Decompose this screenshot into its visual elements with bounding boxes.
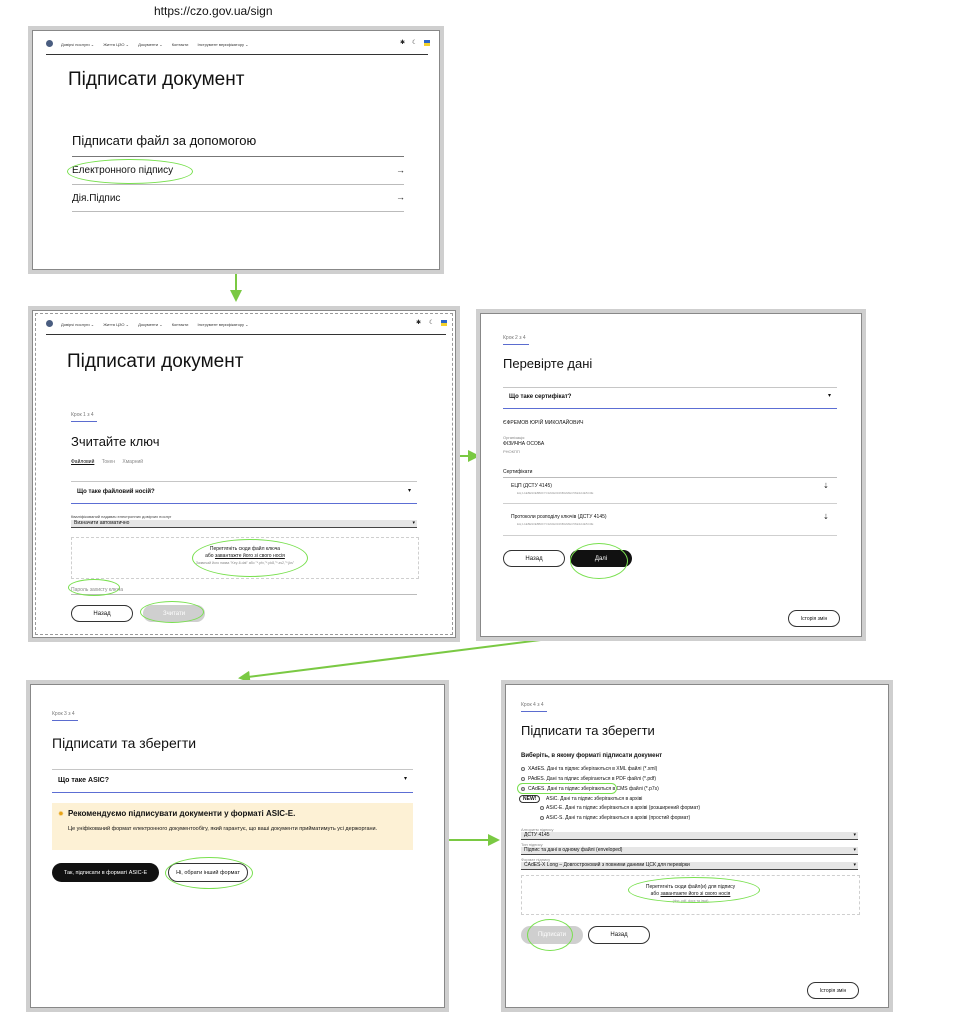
drop-text: Перетягніть сюди файл(и) для підпису (645, 884, 736, 890)
divider (72, 211, 404, 212)
highlight-ellipse (527, 919, 573, 951)
divider (72, 184, 404, 185)
provider-select[interactable] (71, 520, 417, 528)
back-button[interactable]: Назад (588, 926, 650, 944)
highlight-ellipse (67, 159, 193, 184)
divider (72, 156, 404, 157)
nav-item[interactable]: Інструмент верифікатору ⌄ (197, 322, 249, 327)
accordion-file-carrier[interactable] (71, 481, 417, 504)
chevron-down-icon: ▾ (853, 847, 856, 853)
cert-name: Протоколи розподілу ключів (ДСТУ 4145) (511, 514, 607, 520)
drop-text: Перетягніть сюди файл ключа (209, 546, 281, 552)
type-label: Тип підпису (521, 842, 543, 847)
format-question: Виберіть, в якому форматі підписати документ (521, 753, 663, 759)
main-nav (61, 322, 256, 327)
step-underline (503, 344, 529, 345)
asic-e-button[interactable]: Так, підписати в форматі ASIC-E (52, 863, 159, 882)
new-badge: NEW! (519, 795, 540, 803)
format-radio[interactable] (521, 777, 525, 781)
page-url: https://czo.gov.ua/sign (154, 4, 273, 18)
arrow-right-icon[interactable]: → (396, 165, 405, 175)
password-field[interactable]: Пароль захисту ключа (71, 587, 124, 593)
chevron-down-icon: ▾ (853, 862, 856, 868)
drop-text-line2: або завантажте його зі свого носія (650, 891, 731, 897)
certs-label: Сертифікати (503, 469, 533, 475)
accordion-label: Що таке ASIC? (58, 777, 110, 784)
fmt-label: Формат підпису (521, 857, 551, 862)
next-button[interactable]: Далі (570, 550, 632, 567)
owner-name: ЄФРЕМОВ ЮРІЙ МИКОЛАЙОВИЧ (503, 420, 584, 426)
accordion-label: Що таке сертифікат? (509, 394, 572, 400)
accordion-asic[interactable] (52, 769, 413, 793)
nav-item[interactable]: Життя ЦЗО ⌄ (103, 322, 129, 327)
nav-item[interactable]: Життя ЦЗО ⌄ (103, 42, 129, 47)
drop-hint: (doc, pdf, docx та інші) (672, 899, 709, 903)
tab-cloud[interactable]: Хмарний (122, 459, 144, 465)
chevron-down-icon: ▾ (853, 832, 856, 838)
other-format-button[interactable]: Ні, обрати інший формат (168, 863, 248, 882)
format-label[interactable]: PAdES. Дані та підпис зберігаються в PDF файлі (*.pdf) (528, 776, 656, 782)
tax-label: РНОКПП (503, 449, 520, 454)
step-indicator: Крок 4 з 4 (521, 702, 544, 708)
chevron-down-icon: ▾ (403, 776, 407, 782)
drop-hint: Зазвичай його назва "Key-6.dat" або "*.pfx,"*.pk8,"*.zs2,"*.jks" (195, 561, 295, 565)
alg-value: ДСТУ 4145 (524, 832, 550, 838)
accordion-certificate[interactable] (503, 387, 837, 409)
history-button[interactable]: Історія змін (788, 610, 840, 627)
nav-divider (46, 54, 428, 55)
step-title: Підписати та зберегти (52, 735, 197, 751)
step-title: Перевірте дані (503, 356, 593, 371)
star-icon: ✹ (58, 811, 64, 818)
format-radio[interactable] (521, 767, 525, 771)
org-label: Організація (503, 435, 525, 440)
accordion-label: Що таке файловий носій? (77, 489, 155, 495)
asic-sub-label[interactable]: ASiC-S. Дані та підпис зберігаються в архіві (простий формат) (546, 815, 691, 821)
rec-title: Рекомендуємо підписувати документи у форматі ASIC-E. (68, 809, 296, 818)
nav-item[interactable]: Довірчі послуги ⌄ (61, 322, 95, 327)
option-label[interactable]: Електронного підпису (72, 165, 174, 176)
language-flag-icon[interactable] (441, 320, 447, 326)
highlight-ellipse (140, 601, 204, 623)
highlight-ellipse (570, 543, 628, 579)
screen-3 (480, 313, 862, 637)
nav-item[interactable]: Довірчі послуги ⌄ (61, 42, 95, 47)
upload-link[interactable]: завантажте його зі свого носія (214, 553, 285, 559)
recommendation-box (52, 803, 413, 850)
read-button[interactable]: Зчитати (143, 605, 205, 622)
chevron-down-icon: ▾ (407, 488, 411, 494)
key-type-tabs (71, 459, 149, 465)
logo-icon (46, 40, 53, 47)
step-indicator: Крок 3 з 4 (52, 711, 75, 717)
rec-text: Це уніфікований формат електронного документообігу, який гарантує, що ваші документи прийматимуть усі держоргани. (68, 826, 378, 832)
history-button[interactable]: Історія змін (807, 982, 859, 999)
asic-sub-label[interactable]: ASiC-E. Дані та підпис зберігаються в архіві (розширений формат) (546, 805, 701, 811)
main-nav (61, 42, 256, 47)
logo-icon (46, 320, 53, 327)
back-button[interactable]: Назад (503, 550, 565, 567)
highlight-ellipse (517, 783, 617, 794)
format-label[interactable]: XAdES. Дані та підпис зберігаються в XML файлі (*.xml) (528, 766, 658, 772)
password-underline (71, 594, 417, 595)
alg-label: Алгоритм підпису (521, 827, 554, 832)
accessibility-icon[interactable]: ✱ (400, 40, 406, 46)
provider-value: Визначити автоматично (74, 520, 130, 526)
step-indicator: Крок 2 з 4 (503, 335, 526, 341)
type-value: Підпис та дані в одному файлі (enveloped) (524, 847, 623, 853)
upload-link[interactable]: завантажте його зі свого носія (660, 891, 731, 897)
asic-radio[interactable] (540, 816, 544, 820)
theme-icon[interactable]: ☾ (412, 40, 418, 46)
nav-item[interactable]: Контакти (171, 322, 189, 327)
option-label[interactable]: Дія.Підпис (72, 193, 121, 204)
highlight-ellipse (628, 877, 760, 903)
step-title: Підписати та зберегти (521, 723, 655, 738)
alg-select[interactable] (521, 832, 858, 840)
highlight-ellipse (68, 579, 120, 596)
cert-row (503, 477, 837, 504)
highlight-ellipse (165, 857, 253, 889)
step-title: Зчитайте ключ (71, 434, 160, 449)
highlight-ellipse (192, 539, 308, 577)
step-underline (52, 720, 78, 721)
nav-item[interactable]: Документи ⌄ (138, 322, 163, 327)
download-icon[interactable]: ⇣ (823, 514, 829, 521)
screen-2 (32, 310, 456, 638)
page-title: Підписати документ (67, 351, 244, 372)
nav-item[interactable]: Документи ⌄ (138, 42, 163, 47)
nav-divider (46, 334, 446, 335)
provider-label: Кваліфікований надавач електронних довірчих послуг (71, 514, 172, 519)
tab-token[interactable]: Токен (101, 459, 115, 465)
screen-1 (32, 30, 440, 270)
screen-5 (505, 684, 889, 1008)
step-underline (71, 421, 97, 422)
back-button[interactable]: Назад (71, 605, 133, 622)
chevron-down-icon: ▾ (827, 393, 831, 399)
tab-file[interactable]: Файловий (71, 459, 95, 465)
cert-name: ЕЦП (ДСТУ 4145) (511, 483, 552, 489)
chevron-down-icon: ▾ (412, 520, 415, 526)
cert-serial: ЕЦ:1AE8E93E8B0F7C9A6E0346B0A8EC56E3A4E5C0E (517, 491, 594, 495)
accessibility-icon[interactable]: ✱ (416, 320, 422, 326)
screen-4 (30, 684, 445, 1008)
step-underline (521, 711, 547, 712)
language-flag-icon[interactable] (424, 40, 430, 46)
drop-text-line2: або завантажте його зі свого носія (205, 553, 285, 559)
fmt-value: CAdES-X Long – Довгостроковий з повними даними ЦСК для перевірки (524, 862, 690, 868)
asic-label[interactable]: ASiC. Дані та підпис зберігаються в архіві (546, 796, 643, 802)
cert-row (503, 507, 837, 536)
page-title: Підписати документ (68, 69, 245, 90)
nav-item[interactable]: Інструмент верифікатору ⌄ (197, 42, 249, 47)
step-indicator: Крок 1 з 4 (71, 412, 94, 418)
asic-radio[interactable] (540, 806, 544, 810)
org-value: ФІЗИЧНА ОСОБА (503, 441, 545, 447)
download-icon[interactable]: ⇣ (823, 483, 829, 490)
sign-button[interactable]: Підписати (521, 926, 583, 944)
fmt-select[interactable] (521, 862, 858, 870)
arrow-right-icon[interactable]: → (396, 192, 405, 202)
cert-serial: ЕЦ:1AE8E93E8B0F7C9A6E0346B0A8EC56E3A4E5C0E (517, 522, 594, 526)
type-select[interactable] (521, 847, 858, 855)
format-label[interactable]: CAdES. Дані та підпис зберігаються в CMS файлі (*.p7s) (528, 786, 659, 792)
theme-icon[interactable]: ☾ (429, 320, 435, 326)
section-title: Підписати файл за допомогою (72, 133, 257, 148)
nav-item[interactable]: Контакти (171, 42, 189, 47)
